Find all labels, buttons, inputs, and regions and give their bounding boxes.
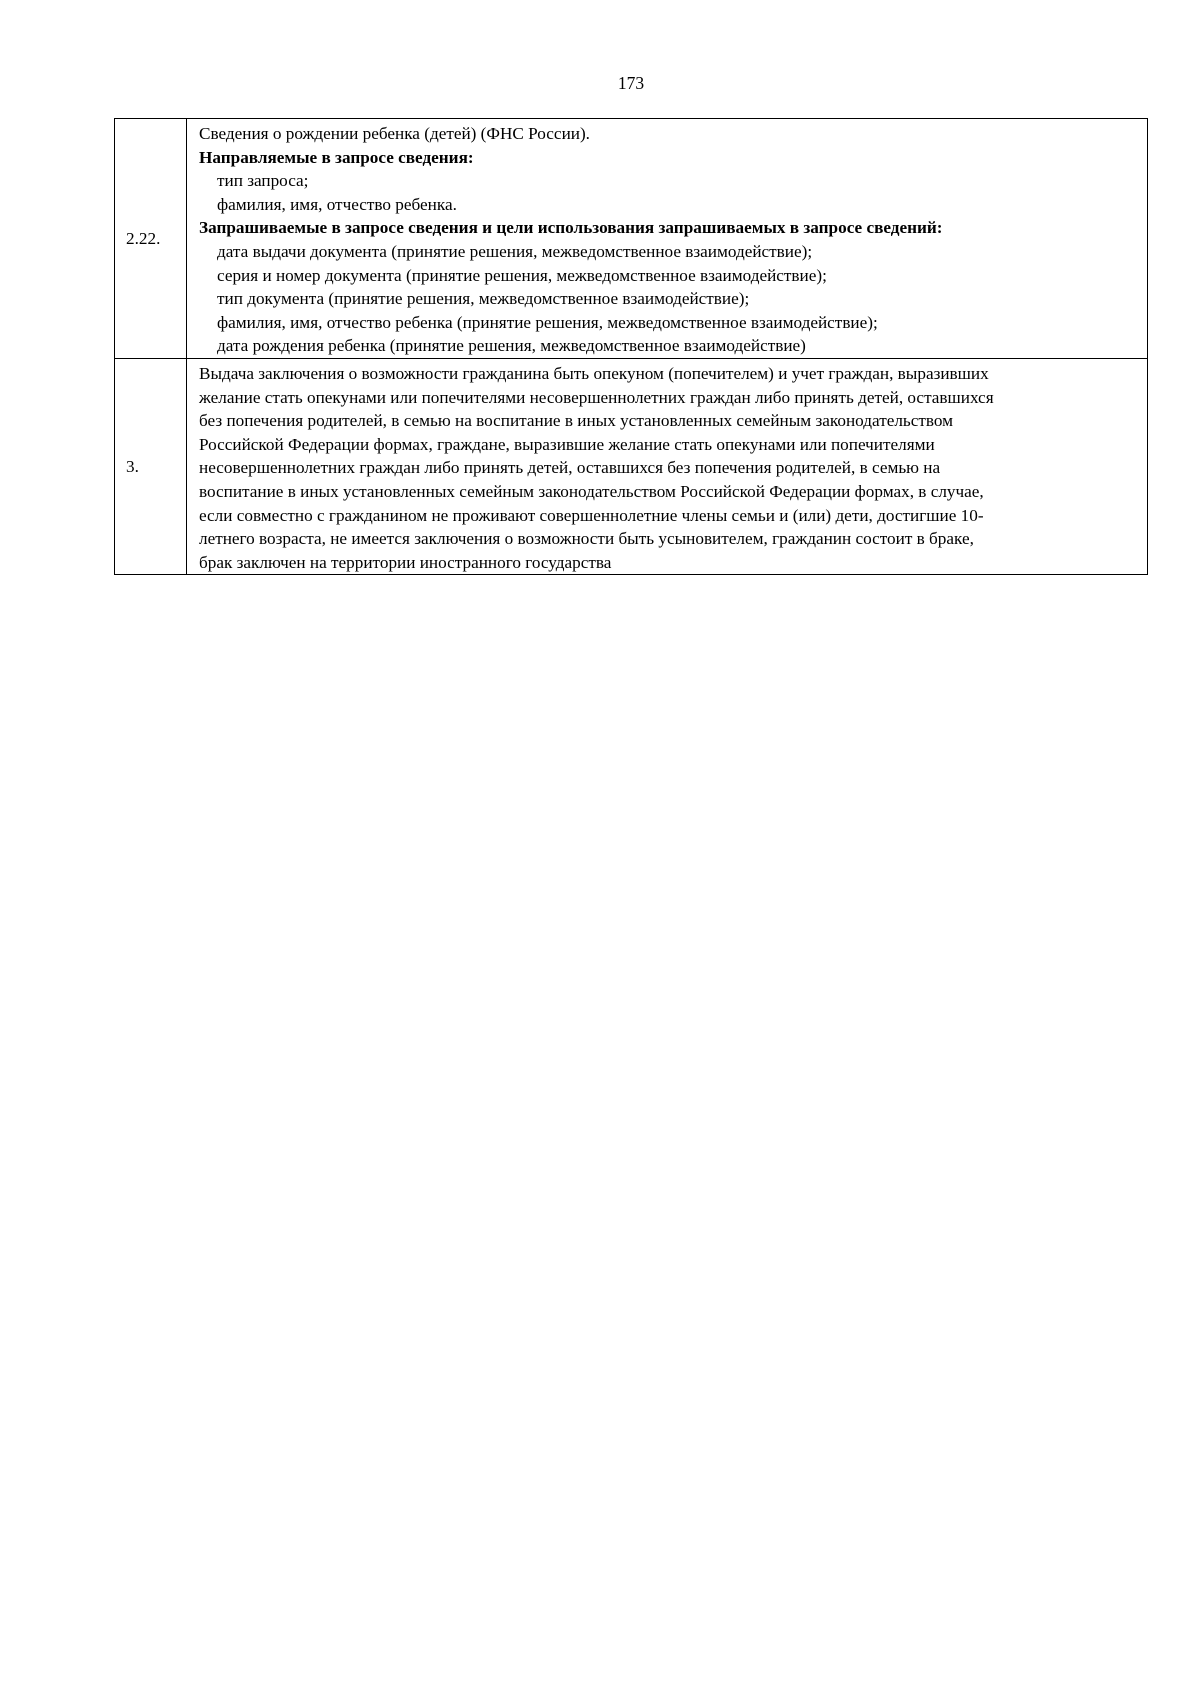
paragraph-line: Выдача заключения о возможности гражданина быть опекуном (попечителем) и учет граждан, выразивших bbox=[199, 363, 989, 383]
document-table bbox=[114, 118, 1148, 575]
row-content-cell bbox=[187, 119, 1148, 359]
table-row bbox=[115, 358, 1148, 574]
paragraph-line: несовершеннолетних граждан либо принять детей, оставшихся без попечения родителей, в семью на bbox=[199, 458, 941, 478]
page-number: 173 bbox=[617, 73, 645, 93]
paragraph-line: воспитание в иных установленных семейным законодательством Российской Федерации формах, в случае, bbox=[199, 481, 984, 501]
paragraph-line: брак заключен на территории иностранного государства bbox=[199, 552, 612, 572]
list-item: фамилия, имя, отчество ребенка. bbox=[217, 194, 457, 214]
list-item: фамилия, имя, отчество ребенка (принятие решения, межведомственное взаимодействие); bbox=[217, 312, 878, 332]
row-heading: Сведения о рождении ребенка (детей) (ФНС России). bbox=[199, 124, 590, 143]
paragraph-line: Российской Федерации формах, граждане, выразившие желание стать опекунами или попечителями bbox=[199, 434, 935, 454]
list-item: серия и номер документа (принятие решения, межведомственное взаимодействие); bbox=[217, 265, 827, 285]
list-item: тип документа (принятие решения, межведомственное взаимодействие); bbox=[217, 289, 750, 309]
paragraph-line: желание стать опекунами или попечителями несовершеннолетних граждан либо принять детей, оставшихся bbox=[199, 387, 994, 407]
row-content-cell bbox=[187, 358, 1148, 574]
list-item: дата рождения ребенка (принятие решения, межведомственное взаимодействие) bbox=[217, 336, 806, 356]
section-heading: Направляемые в запросе сведения: bbox=[199, 147, 474, 167]
list-item: тип запроса; bbox=[217, 171, 309, 191]
row-number: 2.22. bbox=[126, 228, 161, 248]
row-number: 3. bbox=[126, 456, 139, 476]
paragraph-line: если совместно с гражданином не проживают совершеннолетние члены семьи и (или) дети, достигшие 10- bbox=[199, 505, 984, 525]
paragraph-line: без попечения родителей, в семью на воспитание в иных установленных семейным законодательством bbox=[199, 411, 954, 431]
section-heading: Запрашиваемые в запросе сведения и цели использования запрашиваемых в запросе сведений: bbox=[199, 218, 943, 238]
table-row bbox=[115, 119, 1148, 359]
paragraph-line: летнего возраста, не имеется заключения о возможности быть усыновителем, гражданин состоит в браке, bbox=[199, 529, 974, 549]
row-number-cell bbox=[115, 119, 187, 359]
row-number-cell bbox=[115, 358, 187, 574]
list-item: дата выдачи документа (принятие решения, межведомственное взаимодействие); bbox=[217, 241, 813, 261]
